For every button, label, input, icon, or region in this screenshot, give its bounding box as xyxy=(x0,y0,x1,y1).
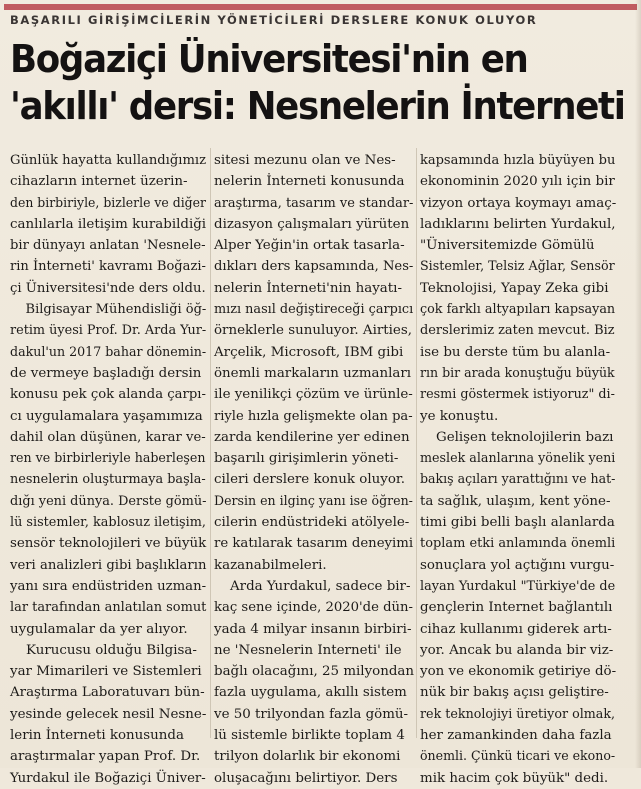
text-line: dizasyon çalışmaları yürüten xyxy=(214,216,410,232)
text-line: ren ve birbirleriyle haberleşen xyxy=(10,451,206,467)
text-line: ta sağlık, ulaşım, kent yöne- xyxy=(420,493,611,509)
kicker-line: BAŞARILI GİRİŞİMCİLERİN YÖNETİCİLERİ DERSLERE KONUK OLUYOR xyxy=(10,13,538,27)
text-line: nelerin İnterneti konusunda xyxy=(214,174,405,190)
text-line: vizyon ortaya koymayı amaç- xyxy=(420,195,617,211)
text-line: lar tarafından anlatılan somut xyxy=(10,600,207,616)
text-line: nük bir bakış açısı geliştire- xyxy=(420,685,609,701)
text-line: Bilgisayar Mühendisliği öğ- xyxy=(25,302,207,318)
text-line: çok farklı altyapıları kapsayan xyxy=(420,302,616,318)
page-edge-shadow xyxy=(635,0,641,768)
article-column-3 xyxy=(420,150,616,789)
text-line: Gelişen teknolojilerin bazı xyxy=(436,429,614,445)
text-line: cihaz kullanımı giderek artı- xyxy=(420,621,612,637)
text-line: yor. Ancak bu alanda bir viz- xyxy=(420,642,614,658)
text-line: fazla uygulama, akıllı sistem xyxy=(214,685,407,701)
article-column-1 xyxy=(10,150,207,789)
text-line: Arda Yurdakul, sadece bir- xyxy=(230,578,411,594)
text-line: rın bir arada konuştuğu büyük xyxy=(420,365,615,381)
text-line: dakul'un 2017 bahar dönemin- xyxy=(10,344,207,360)
header-rule xyxy=(4,4,637,10)
column-divider xyxy=(210,148,211,738)
text-line: çi Üniversitesi'nde ders oldu. xyxy=(10,280,206,296)
text-line: gençlerin Internet bağlantılı xyxy=(420,600,613,616)
text-line: cilerin endüstrideki atölyele- xyxy=(214,515,410,531)
text-line: kaç sene içinde, 2020'de dün- xyxy=(214,600,413,616)
text-line: lü sistemle birlikte toplam 4 xyxy=(214,728,405,744)
text-line: ve 50 trilyondan fazla gömü- xyxy=(214,706,409,722)
text-line: trilyon dolarlık bir ekonomi xyxy=(214,749,401,765)
text-line: cihazların internet üzerin- xyxy=(10,174,188,190)
text-line: her zamankinden daha fazla xyxy=(420,728,612,744)
text-line: kapsamında hızla büyüyen bu xyxy=(420,153,616,168)
text-line: dıkları ders kapsamında, Nes- xyxy=(214,259,414,275)
text-line: ladıklarını belirten Yurdakul, xyxy=(420,216,616,232)
text-line: meslek alanlarına yönelik yeni xyxy=(420,451,616,467)
text-line: yada 4 milyar insanın birbiri- xyxy=(214,621,412,637)
text-line: zarda kendilerine yer edinen xyxy=(214,429,410,445)
text-line: "Üniversitemizde Gömülü xyxy=(420,238,595,254)
text-line: ne 'Nesnelerin Interneti' ile xyxy=(214,642,402,658)
text-line: nesnelerin oluşturmaya başla- xyxy=(10,472,206,488)
text-line: dığı yeni dünya. Derste gömü- xyxy=(10,493,207,509)
text-line: başarılı girişimlerin yöneti- xyxy=(214,451,399,467)
text-line: ise bu derste tüm bu alanla- xyxy=(420,344,611,360)
text-line: riyle hızla gelişmekte olan pa- xyxy=(214,408,413,424)
text-line: ile yenilikçi çözüm ve ürünle- xyxy=(214,387,413,403)
text-line: ye konuştu. xyxy=(420,408,499,424)
text-line: canlılarla iletişim kurabildiği xyxy=(10,216,207,232)
text-line: araştırmalar yapan Prof. Dr. xyxy=(10,749,201,765)
text-line: layan Yurdakul "Türkiye'de de xyxy=(420,578,616,594)
text-line: den birbiriyle, bizlerle ve diğer xyxy=(10,195,206,211)
text-line: toplam etki anlamında önemli xyxy=(420,536,616,552)
text-line: mik hacim çok büyük" dedi. xyxy=(420,770,609,786)
text-line: sonuçlara yol açtığını vurgu- xyxy=(420,557,615,573)
text-line: Sistemler, Telsiz Ağlar, Sensör xyxy=(420,259,615,275)
text-line: yesinde gelecek nesil Nesne- xyxy=(10,706,207,722)
text-line: re katılarak tasarım deneyimi xyxy=(214,536,414,552)
text-line: derslerimiz zaten mevcut. Biz xyxy=(420,323,615,339)
text-line: mızı nasıl değiştireceği çarpıcı xyxy=(214,302,414,318)
text-line: Günlük hayatta kullandığımız xyxy=(10,153,207,168)
text-line: de vermeye başladığı dersin xyxy=(10,365,202,381)
text-line: araştırma, tasarım ve standar- xyxy=(214,195,414,211)
column-divider xyxy=(416,148,417,738)
text-line: uygulamalar da yer alıyor. xyxy=(10,621,188,637)
text-line: Dersin en ilginç yanı ise öğren- xyxy=(214,493,413,509)
text-line: yar Mimarileri ve Sistemleri xyxy=(10,664,202,680)
text-line: Alper Yeğin'in ortak tasarla- xyxy=(214,238,405,254)
text-line: veri analizleri gibi başlıkların xyxy=(10,557,207,573)
text-line: oluşacağını belirtiyor. Ders xyxy=(214,770,398,786)
headline-line: Boğaziçi Üniversitesi'nin en xyxy=(10,37,528,81)
text-line: Yurdakul ile Boğaziçi Üniver- xyxy=(10,770,206,786)
text-line: önemli markaların uzmanları xyxy=(214,365,412,381)
text-line: lerin İnterneti konusunda xyxy=(10,728,184,744)
text-line: yanı sıra endüstriden uzman- xyxy=(10,578,207,594)
text-line: retim üyesi Prof. Dr. Arda Yur- xyxy=(10,323,207,339)
text-line: örneklerle sunuluyor. Airties, xyxy=(214,323,412,339)
text-line: sitesi mezunu olan ve Nes- xyxy=(214,153,396,168)
article-column-2 xyxy=(214,150,414,789)
text-line: lü sistemler, kablosuz iletişim, xyxy=(10,515,206,531)
text-line: kazanabilmeleri. xyxy=(214,557,327,573)
text-line: Araştırma Laboratuvarı bün- xyxy=(10,685,205,701)
headline-line: 'akıllı' dersi: Nesnelerin İnterneti xyxy=(10,84,625,128)
text-line: sensör teknolojileri ve büyük xyxy=(10,536,207,552)
text-line: resmi göstermek istiyoruz" di- xyxy=(420,387,615,403)
text-line: Kurucusu olduğu Bilgisa- xyxy=(26,642,197,658)
text-line: rin İnterneti' kavramı Boğazi- xyxy=(10,259,206,275)
text-line: dahil olan düşünen, karar ve- xyxy=(10,429,206,445)
text-line: cı uygulamalara yaşamımıza xyxy=(10,408,203,424)
text-line: bir dünyayı anlatan 'Nesnele- xyxy=(10,238,206,254)
text-line: Arçelik, Microsoft, IBM gibi xyxy=(214,344,404,360)
text-line: konusu pek çok alanda çarpı- xyxy=(10,387,206,403)
headline xyxy=(10,36,625,130)
text-line: önemli. Çünkü ticari ve ekono- xyxy=(420,749,616,765)
text-line: bakış açıları yarattığını ve hat- xyxy=(420,472,616,488)
text-line: Teknolojisi, Yapay Zeka gibi xyxy=(420,280,609,296)
text-line: timi gibi belli başlı alanlarda xyxy=(420,515,615,531)
text-line: nelerin İnterneti'nin hayatı- xyxy=(214,280,402,296)
text-line: cileri derslere konuk oluyor. xyxy=(214,472,406,488)
text-line: yon ve ekonomik getiriye dö- xyxy=(420,664,617,680)
text-line: rek teknolojiyi üretiyor olmak, xyxy=(420,706,616,722)
text-line: bağlı olacağını, 25 milyondan xyxy=(214,664,415,680)
text-line: ekonominin 2020 yılı için bir xyxy=(420,174,615,190)
